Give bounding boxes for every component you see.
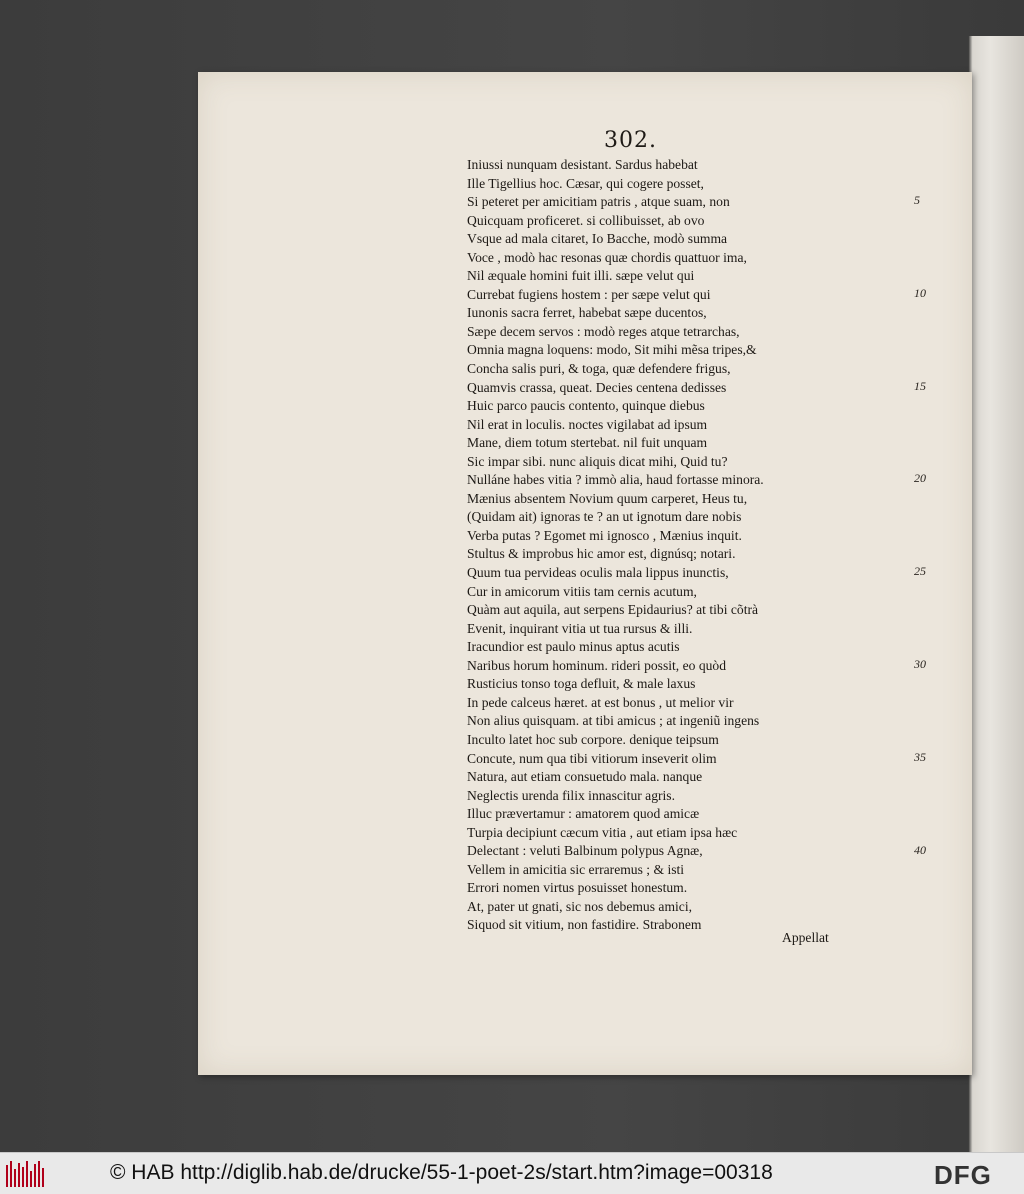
verse-line: Voce , modò hac resonas quæ chordis quattuor ima, <box>467 249 747 265</box>
verse-line: Mane, diem totum stertebat. nil fuit unquam <box>467 435 708 451</box>
verse-line: In pede calceus hæret. at est bonus , ut melior vir <box>467 694 734 710</box>
verse-line: Concha salis puri, & toga, quæ defendere frigus, <box>467 361 731 377</box>
verse-line: Natura, aut etiam consuetudo mala. nanque <box>467 769 703 785</box>
copyright-url-text: © HAB http://diglib.hab.de/drucke/55-1-poet-2s/start.htm?image=00318 <box>110 1161 773 1184</box>
verse-line: Siquod sit vitium, non fastidire. Strabonem <box>467 917 702 933</box>
verse-line: Verba putas ? Egomet mi ignosco , Mænius inquit. <box>467 527 742 543</box>
verse-line: Sic impar sibi. nunc aliquis dicat mihi, Quid tu? <box>467 453 728 469</box>
line-number: 15 <box>914 379 926 393</box>
verse-line: Iniussi nunquam desistant. Sardus habebat <box>467 157 698 172</box>
line-number: 20 <box>914 471 926 485</box>
verse-line: Quàm aut aquila, aut serpens Epidaurius? at tibi cõtrà <box>467 602 759 618</box>
verse-line: Cur in amicorum vitiis tam cernis acutum, <box>467 583 697 599</box>
verse-line: Vsque ad mala citaret, Io Bacche, modò summa <box>467 231 728 247</box>
verse-line: Errori nomen virtus posuisset honestum. <box>467 880 688 896</box>
dfg-logo: DFG <box>934 1160 992 1190</box>
verse-line: Evenit, inquirant vitia ut tua rursus & illi. <box>467 620 693 636</box>
verse-line: Iunonis sacra ferret, habebat sæpe ducentos, <box>467 305 707 321</box>
line-number: 40 <box>914 843 926 857</box>
verse-line: Quicquam proficeret. si collibuisset, ab ovo <box>467 212 705 228</box>
line-number: 10 <box>914 286 926 300</box>
verse-line: Iracundior est paulo minus aptus acutis <box>467 639 680 655</box>
footer-bar <box>0 1152 1024 1194</box>
verse-line: Vellem in amicitia sic erraremus ; & isti <box>467 861 685 877</box>
verse-line: Non alius quisquam. at tibi amicus ; at ingeniũ ingens <box>467 713 760 729</box>
verse-line: (Quidam ait) ignoras te ? an ut ignotum dare nobis <box>467 509 742 525</box>
verse-line: Huic parco paucis contento, quinque diebus <box>467 398 705 414</box>
verse-line: Quamvis crassa, queat. Decies centena dedisses <box>467 379 727 395</box>
verse-line: Currebat fugiens hostem : per sæpe velut qui <box>467 286 711 302</box>
catchword: Appellat <box>782 930 829 945</box>
verse-line: Illuc prævertamur : amatorem quod amicæ <box>467 806 700 822</box>
verse-line: Neglectis urenda filix innascitur agris. <box>467 787 675 803</box>
verse-line: Nil erat in loculis. noctes vigilabat ad ipsum <box>467 416 708 432</box>
line-number: 30 <box>914 657 926 671</box>
verse-line: Naribus horum hominum. rideri possit, eo quòd <box>467 657 727 673</box>
verse-line: Omnia magna loquens: modo, Sit mihi mẽsa tripes,& <box>467 342 757 358</box>
verse-line: Quum tua pervideas oculis mala lippus inunctis, <box>467 565 729 581</box>
verse-line: Turpia decipiunt cæcum vitia , aut etiam ipsa hæc <box>467 824 738 840</box>
verse-line: At, pater ut gnati, sic nos debemus amici, <box>467 898 693 914</box>
verse-line: Inculto latet hoc sub corpore. denique teipsum <box>467 731 719 747</box>
verse-line: Mænius absentem Novium quum carperet, Heus tu, <box>467 490 748 506</box>
verse-text <box>467 156 887 935</box>
hab-logo-icon <box>6 1161 46 1187</box>
verse-line: Rusticius tonso toga defluit, & male laxus <box>467 676 696 692</box>
adjacent-page-edge <box>968 36 1024 1152</box>
verse-line: Nulláne habes vitia ? immò alia, haud fortasse minora. <box>467 472 764 488</box>
verse-line: Concute, num qua tibi vitiorum inseverit olim <box>467 750 717 766</box>
verse-line: Sæpe decem servos : modò reges atque tetrarchas, <box>467 323 740 339</box>
verse-line: Stultus & improbus hic amor est, dignúsq; notari. <box>467 546 736 562</box>
page-number: 302. <box>604 128 657 153</box>
line-number: 5 <box>914 193 920 207</box>
verse-line: Nil æquale homini fuit illi. sæpe velut qui <box>467 268 695 284</box>
verse-line: Si peteret per amicitiam patris , atque suam, non <box>467 194 730 210</box>
verse-line: Delectant : veluti Balbinum polypus Agnæ, <box>467 843 703 859</box>
verse-line: Ille Tigellius hoc. Cæsar, qui cogere posset, <box>467 175 704 191</box>
line-number: 35 <box>914 750 926 764</box>
line-number: 25 <box>914 564 926 578</box>
